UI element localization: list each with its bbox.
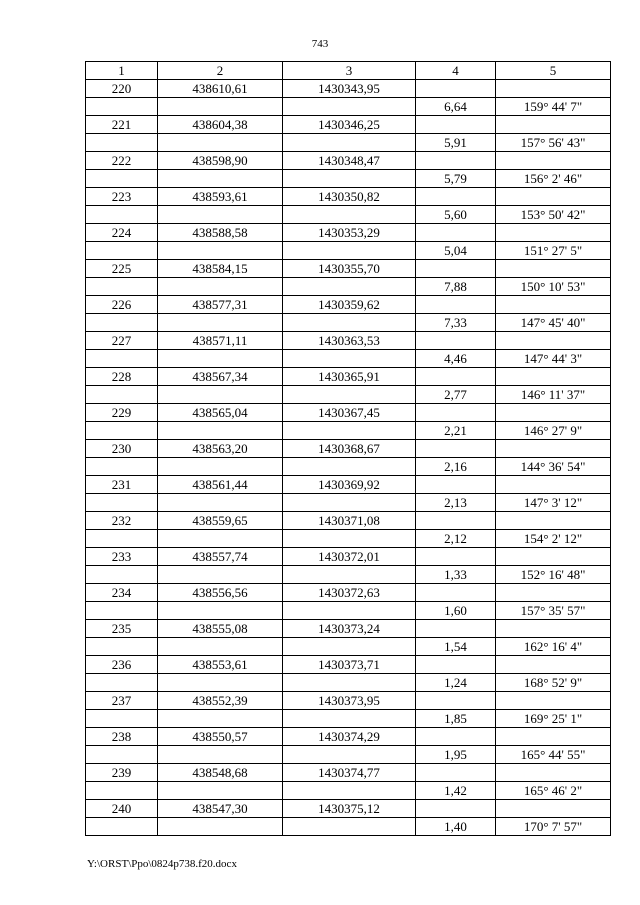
table-cell: 229 bbox=[86, 404, 158, 422]
table-row bbox=[86, 188, 611, 206]
table-cell: 240 bbox=[86, 800, 158, 818]
table-row bbox=[86, 818, 611, 836]
table-cell bbox=[86, 638, 158, 656]
table-cell bbox=[158, 278, 283, 296]
table-cell bbox=[496, 728, 611, 746]
table-cell: 1,42 bbox=[416, 782, 496, 800]
table-cell: 227 bbox=[86, 332, 158, 350]
table-cell bbox=[158, 710, 283, 728]
table-row bbox=[86, 134, 611, 152]
table-cell: 153° 50' 42" bbox=[496, 206, 611, 224]
table-cell bbox=[416, 224, 496, 242]
table-cell: 438561,44 bbox=[158, 476, 283, 494]
table-cell: 144° 36' 54" bbox=[496, 458, 611, 476]
table-cell: 165° 44' 55" bbox=[496, 746, 611, 764]
table-row bbox=[86, 242, 611, 260]
table-cell bbox=[283, 494, 416, 512]
table-cell: 1430355,70 bbox=[283, 260, 416, 278]
table-row bbox=[86, 800, 611, 818]
table-cell bbox=[86, 98, 158, 116]
table-row bbox=[86, 404, 611, 422]
table-cell: 2,12 bbox=[416, 530, 496, 548]
table-cell bbox=[86, 566, 158, 584]
table-cell: 154° 2' 12" bbox=[496, 530, 611, 548]
table-cell: 146° 27' 9" bbox=[496, 422, 611, 440]
table-cell bbox=[158, 422, 283, 440]
table-row bbox=[86, 476, 611, 494]
table-cell bbox=[416, 152, 496, 170]
table-cell bbox=[416, 404, 496, 422]
table-cell bbox=[86, 818, 158, 836]
table-row bbox=[86, 512, 611, 530]
table-cell: 1,24 bbox=[416, 674, 496, 692]
table-cell: 157° 35' 57" bbox=[496, 602, 611, 620]
table-cell: 438593,61 bbox=[158, 188, 283, 206]
table-cell bbox=[416, 548, 496, 566]
table-cell: 162° 16' 4" bbox=[496, 638, 611, 656]
table-cell: 438559,65 bbox=[158, 512, 283, 530]
table-cell bbox=[416, 656, 496, 674]
table-cell bbox=[86, 458, 158, 476]
table-cell bbox=[283, 98, 416, 116]
table-cell: 2,16 bbox=[416, 458, 496, 476]
table-cell: 156° 2' 46" bbox=[496, 170, 611, 188]
table-cell bbox=[416, 368, 496, 386]
table-cell bbox=[86, 530, 158, 548]
table-row bbox=[86, 638, 611, 656]
table-row bbox=[86, 728, 611, 746]
table-cell bbox=[496, 440, 611, 458]
table-cell bbox=[496, 368, 611, 386]
table-cell bbox=[158, 494, 283, 512]
table-cell bbox=[283, 602, 416, 620]
table-row bbox=[86, 656, 611, 674]
table-cell: 232 bbox=[86, 512, 158, 530]
table-cell: 157° 56' 43" bbox=[496, 134, 611, 152]
table-cell bbox=[158, 674, 283, 692]
table-cell bbox=[86, 602, 158, 620]
table-row bbox=[86, 152, 611, 170]
table-cell: 225 bbox=[86, 260, 158, 278]
table-cell bbox=[283, 386, 416, 404]
table-row bbox=[86, 602, 611, 620]
table-row bbox=[86, 98, 611, 116]
table-row bbox=[86, 422, 611, 440]
table-cell: 1430346,25 bbox=[283, 116, 416, 134]
table-cell: 438588,58 bbox=[158, 224, 283, 242]
table-cell bbox=[86, 242, 158, 260]
table-cell: 236 bbox=[86, 656, 158, 674]
table-cell: 224 bbox=[86, 224, 158, 242]
table-body bbox=[86, 80, 611, 836]
table-cell: 165° 46' 2" bbox=[496, 782, 611, 800]
table-cell: 5,60 bbox=[416, 206, 496, 224]
table-cell bbox=[416, 80, 496, 98]
table-cell bbox=[496, 152, 611, 170]
table-cell bbox=[496, 764, 611, 782]
table-row bbox=[86, 458, 611, 476]
table-row bbox=[86, 296, 611, 314]
table-cell bbox=[158, 746, 283, 764]
table-cell bbox=[416, 332, 496, 350]
table-cell: 4,46 bbox=[416, 350, 496, 368]
table-cell: 228 bbox=[86, 368, 158, 386]
table-cell: 2,13 bbox=[416, 494, 496, 512]
table-row bbox=[86, 548, 611, 566]
table-cell: 170° 7' 57" bbox=[496, 818, 611, 836]
table-cell bbox=[496, 404, 611, 422]
table-cell: 438556,56 bbox=[158, 584, 283, 602]
table-cell: 147° 44' 3" bbox=[496, 350, 611, 368]
table-cell bbox=[158, 566, 283, 584]
table-cell: 226 bbox=[86, 296, 158, 314]
table-cell: 234 bbox=[86, 584, 158, 602]
table-cell bbox=[86, 350, 158, 368]
table-cell: 438610,61 bbox=[158, 80, 283, 98]
table-cell: 151° 27' 5" bbox=[496, 242, 611, 260]
table-cell bbox=[283, 530, 416, 548]
table-cell: 230 bbox=[86, 440, 158, 458]
table-cell bbox=[416, 476, 496, 494]
table-cell bbox=[283, 566, 416, 584]
table-cell: 1430372,63 bbox=[283, 584, 416, 602]
table-cell bbox=[416, 260, 496, 278]
table-cell bbox=[283, 638, 416, 656]
table-cell bbox=[416, 800, 496, 818]
table-cell: 1430353,29 bbox=[283, 224, 416, 242]
table-cell: 438571,11 bbox=[158, 332, 283, 350]
table-cell: 438550,57 bbox=[158, 728, 283, 746]
table-row bbox=[86, 782, 611, 800]
table-cell: 168° 52' 9" bbox=[496, 674, 611, 692]
table-cell: 7,88 bbox=[416, 278, 496, 296]
table-cell: 438555,08 bbox=[158, 620, 283, 638]
table-cell: 152° 16' 48" bbox=[496, 566, 611, 584]
table-cell bbox=[158, 782, 283, 800]
table-cell bbox=[416, 728, 496, 746]
table-row bbox=[86, 692, 611, 710]
table-cell: 6,64 bbox=[416, 98, 496, 116]
table-row bbox=[86, 530, 611, 548]
table-row bbox=[86, 170, 611, 188]
column-header: 4 bbox=[416, 62, 496, 80]
table-cell bbox=[158, 134, 283, 152]
table-cell bbox=[158, 98, 283, 116]
table-cell: 1430363,53 bbox=[283, 332, 416, 350]
table-row bbox=[86, 314, 611, 332]
table-cell: 5,04 bbox=[416, 242, 496, 260]
table-cell: 1430374,77 bbox=[283, 764, 416, 782]
table-cell: 1430373,24 bbox=[283, 620, 416, 638]
table-cell bbox=[496, 332, 611, 350]
table-cell bbox=[496, 476, 611, 494]
table-cell bbox=[416, 764, 496, 782]
table-cell: 438565,04 bbox=[158, 404, 283, 422]
table-header-row bbox=[86, 62, 611, 80]
table-cell: 1,85 bbox=[416, 710, 496, 728]
table-cell bbox=[158, 602, 283, 620]
table-cell bbox=[158, 458, 283, 476]
table-row bbox=[86, 368, 611, 386]
table-row bbox=[86, 386, 611, 404]
table-row bbox=[86, 260, 611, 278]
table-cell: 238 bbox=[86, 728, 158, 746]
table-cell: 1430375,12 bbox=[283, 800, 416, 818]
table-cell bbox=[86, 206, 158, 224]
table-cell: 147° 3' 12" bbox=[496, 494, 611, 512]
table-cell bbox=[283, 746, 416, 764]
file-path-footer: Y:\ORST\Ppo\0824p738.f20.docx bbox=[87, 858, 237, 870]
table-row bbox=[86, 80, 611, 98]
coordinates-table bbox=[85, 61, 611, 836]
table-cell bbox=[416, 512, 496, 530]
table-cell: 169° 25' 1" bbox=[496, 710, 611, 728]
table-cell: 221 bbox=[86, 116, 158, 134]
table-cell: 438548,68 bbox=[158, 764, 283, 782]
table-cell bbox=[283, 206, 416, 224]
table-cell bbox=[158, 530, 283, 548]
table-cell bbox=[416, 296, 496, 314]
table-cell bbox=[283, 350, 416, 368]
table-cell: 1430373,95 bbox=[283, 692, 416, 710]
table-cell bbox=[283, 422, 416, 440]
table-row bbox=[86, 350, 611, 368]
table-cell bbox=[158, 314, 283, 332]
table-cell: 222 bbox=[86, 152, 158, 170]
table-cell: 159° 44' 7" bbox=[496, 98, 611, 116]
table-cell bbox=[283, 314, 416, 332]
table-cell bbox=[496, 584, 611, 602]
table-cell: 1430343,95 bbox=[283, 80, 416, 98]
table-cell: 1430350,82 bbox=[283, 188, 416, 206]
table-cell: 5,91 bbox=[416, 134, 496, 152]
table-cell: 438547,30 bbox=[158, 800, 283, 818]
table-cell bbox=[86, 278, 158, 296]
table-cell: 5,79 bbox=[416, 170, 496, 188]
table-cell bbox=[283, 458, 416, 476]
table-cell: 1430368,67 bbox=[283, 440, 416, 458]
table-cell: 1430374,29 bbox=[283, 728, 416, 746]
table-cell bbox=[496, 692, 611, 710]
table-cell: 438584,15 bbox=[158, 260, 283, 278]
table-cell: 223 bbox=[86, 188, 158, 206]
table-cell bbox=[86, 710, 158, 728]
table-cell: 1430365,91 bbox=[283, 368, 416, 386]
table-row bbox=[86, 710, 611, 728]
table-cell: 1,33 bbox=[416, 566, 496, 584]
table-cell bbox=[86, 782, 158, 800]
table-cell bbox=[86, 674, 158, 692]
table-cell: 7,33 bbox=[416, 314, 496, 332]
table-row bbox=[86, 764, 611, 782]
table-cell bbox=[416, 440, 496, 458]
table-cell: 2,21 bbox=[416, 422, 496, 440]
table-cell: 231 bbox=[86, 476, 158, 494]
table-cell bbox=[158, 638, 283, 656]
table-cell bbox=[496, 656, 611, 674]
table-cell bbox=[86, 386, 158, 404]
table-row bbox=[86, 116, 611, 134]
table-row bbox=[86, 440, 611, 458]
table-cell bbox=[416, 116, 496, 134]
table-cell: 1430348,47 bbox=[283, 152, 416, 170]
table-cell bbox=[158, 170, 283, 188]
table-cell bbox=[496, 548, 611, 566]
table-cell: 1430373,71 bbox=[283, 656, 416, 674]
table-cell bbox=[496, 800, 611, 818]
table-cell: 438557,74 bbox=[158, 548, 283, 566]
column-header: 5 bbox=[496, 62, 611, 80]
table-cell: 1,95 bbox=[416, 746, 496, 764]
table-cell bbox=[496, 296, 611, 314]
table-cell bbox=[416, 692, 496, 710]
table-cell: 235 bbox=[86, 620, 158, 638]
column-header: 2 bbox=[158, 62, 283, 80]
table-cell: 237 bbox=[86, 692, 158, 710]
table-cell: 147° 45' 40" bbox=[496, 314, 611, 332]
table-cell bbox=[283, 710, 416, 728]
table-cell bbox=[86, 422, 158, 440]
table-row bbox=[86, 206, 611, 224]
table-cell bbox=[283, 278, 416, 296]
table-row bbox=[86, 494, 611, 512]
table-cell: 150° 10' 53" bbox=[496, 278, 611, 296]
table-cell: 233 bbox=[86, 548, 158, 566]
table-cell bbox=[86, 314, 158, 332]
table-cell bbox=[496, 80, 611, 98]
table-cell: 1430371,08 bbox=[283, 512, 416, 530]
table-cell bbox=[416, 188, 496, 206]
table-row bbox=[86, 620, 611, 638]
table-cell bbox=[283, 170, 416, 188]
table-cell: 1,60 bbox=[416, 602, 496, 620]
table-cell bbox=[283, 134, 416, 152]
table-cell bbox=[496, 116, 611, 134]
table-cell bbox=[496, 512, 611, 530]
column-header: 3 bbox=[283, 62, 416, 80]
table-cell bbox=[496, 224, 611, 242]
table-cell bbox=[496, 620, 611, 638]
table-row bbox=[86, 278, 611, 296]
table-cell bbox=[86, 746, 158, 764]
table-cell bbox=[158, 818, 283, 836]
table-cell: 220 bbox=[86, 80, 158, 98]
table-cell: 1,40 bbox=[416, 818, 496, 836]
table-row bbox=[86, 674, 611, 692]
table-row bbox=[86, 746, 611, 764]
table-cell bbox=[283, 782, 416, 800]
table-cell bbox=[283, 674, 416, 692]
table-cell bbox=[416, 620, 496, 638]
table-cell: 438598,90 bbox=[158, 152, 283, 170]
table-cell: 438563,20 bbox=[158, 440, 283, 458]
table-cell bbox=[496, 260, 611, 278]
page-number: 743 bbox=[311, 38, 329, 50]
table-cell: 146° 11' 37" bbox=[496, 386, 611, 404]
table-cell bbox=[158, 350, 283, 368]
table-cell: 239 bbox=[86, 764, 158, 782]
table-cell bbox=[283, 818, 416, 836]
table-cell bbox=[158, 206, 283, 224]
table-cell bbox=[416, 584, 496, 602]
table-cell: 438604,38 bbox=[158, 116, 283, 134]
table-cell: 1430359,62 bbox=[283, 296, 416, 314]
table-cell: 438577,31 bbox=[158, 296, 283, 314]
table-cell bbox=[158, 242, 283, 260]
table-cell bbox=[158, 386, 283, 404]
table-cell: 438567,34 bbox=[158, 368, 283, 386]
table-cell: 438552,39 bbox=[158, 692, 283, 710]
table-cell bbox=[86, 170, 158, 188]
table-row bbox=[86, 584, 611, 602]
column-header: 1 bbox=[86, 62, 158, 80]
table-cell bbox=[283, 242, 416, 260]
table-cell: 2,77 bbox=[416, 386, 496, 404]
table-cell: 1430367,45 bbox=[283, 404, 416, 422]
table-cell bbox=[86, 494, 158, 512]
table-row bbox=[86, 332, 611, 350]
table-cell: 1430372,01 bbox=[283, 548, 416, 566]
table-cell: 1,54 bbox=[416, 638, 496, 656]
table-row bbox=[86, 566, 611, 584]
table-row bbox=[86, 224, 611, 242]
table-cell: 1430369,92 bbox=[283, 476, 416, 494]
table-cell bbox=[86, 134, 158, 152]
table-cell bbox=[496, 188, 611, 206]
table-cell: 438553,61 bbox=[158, 656, 283, 674]
